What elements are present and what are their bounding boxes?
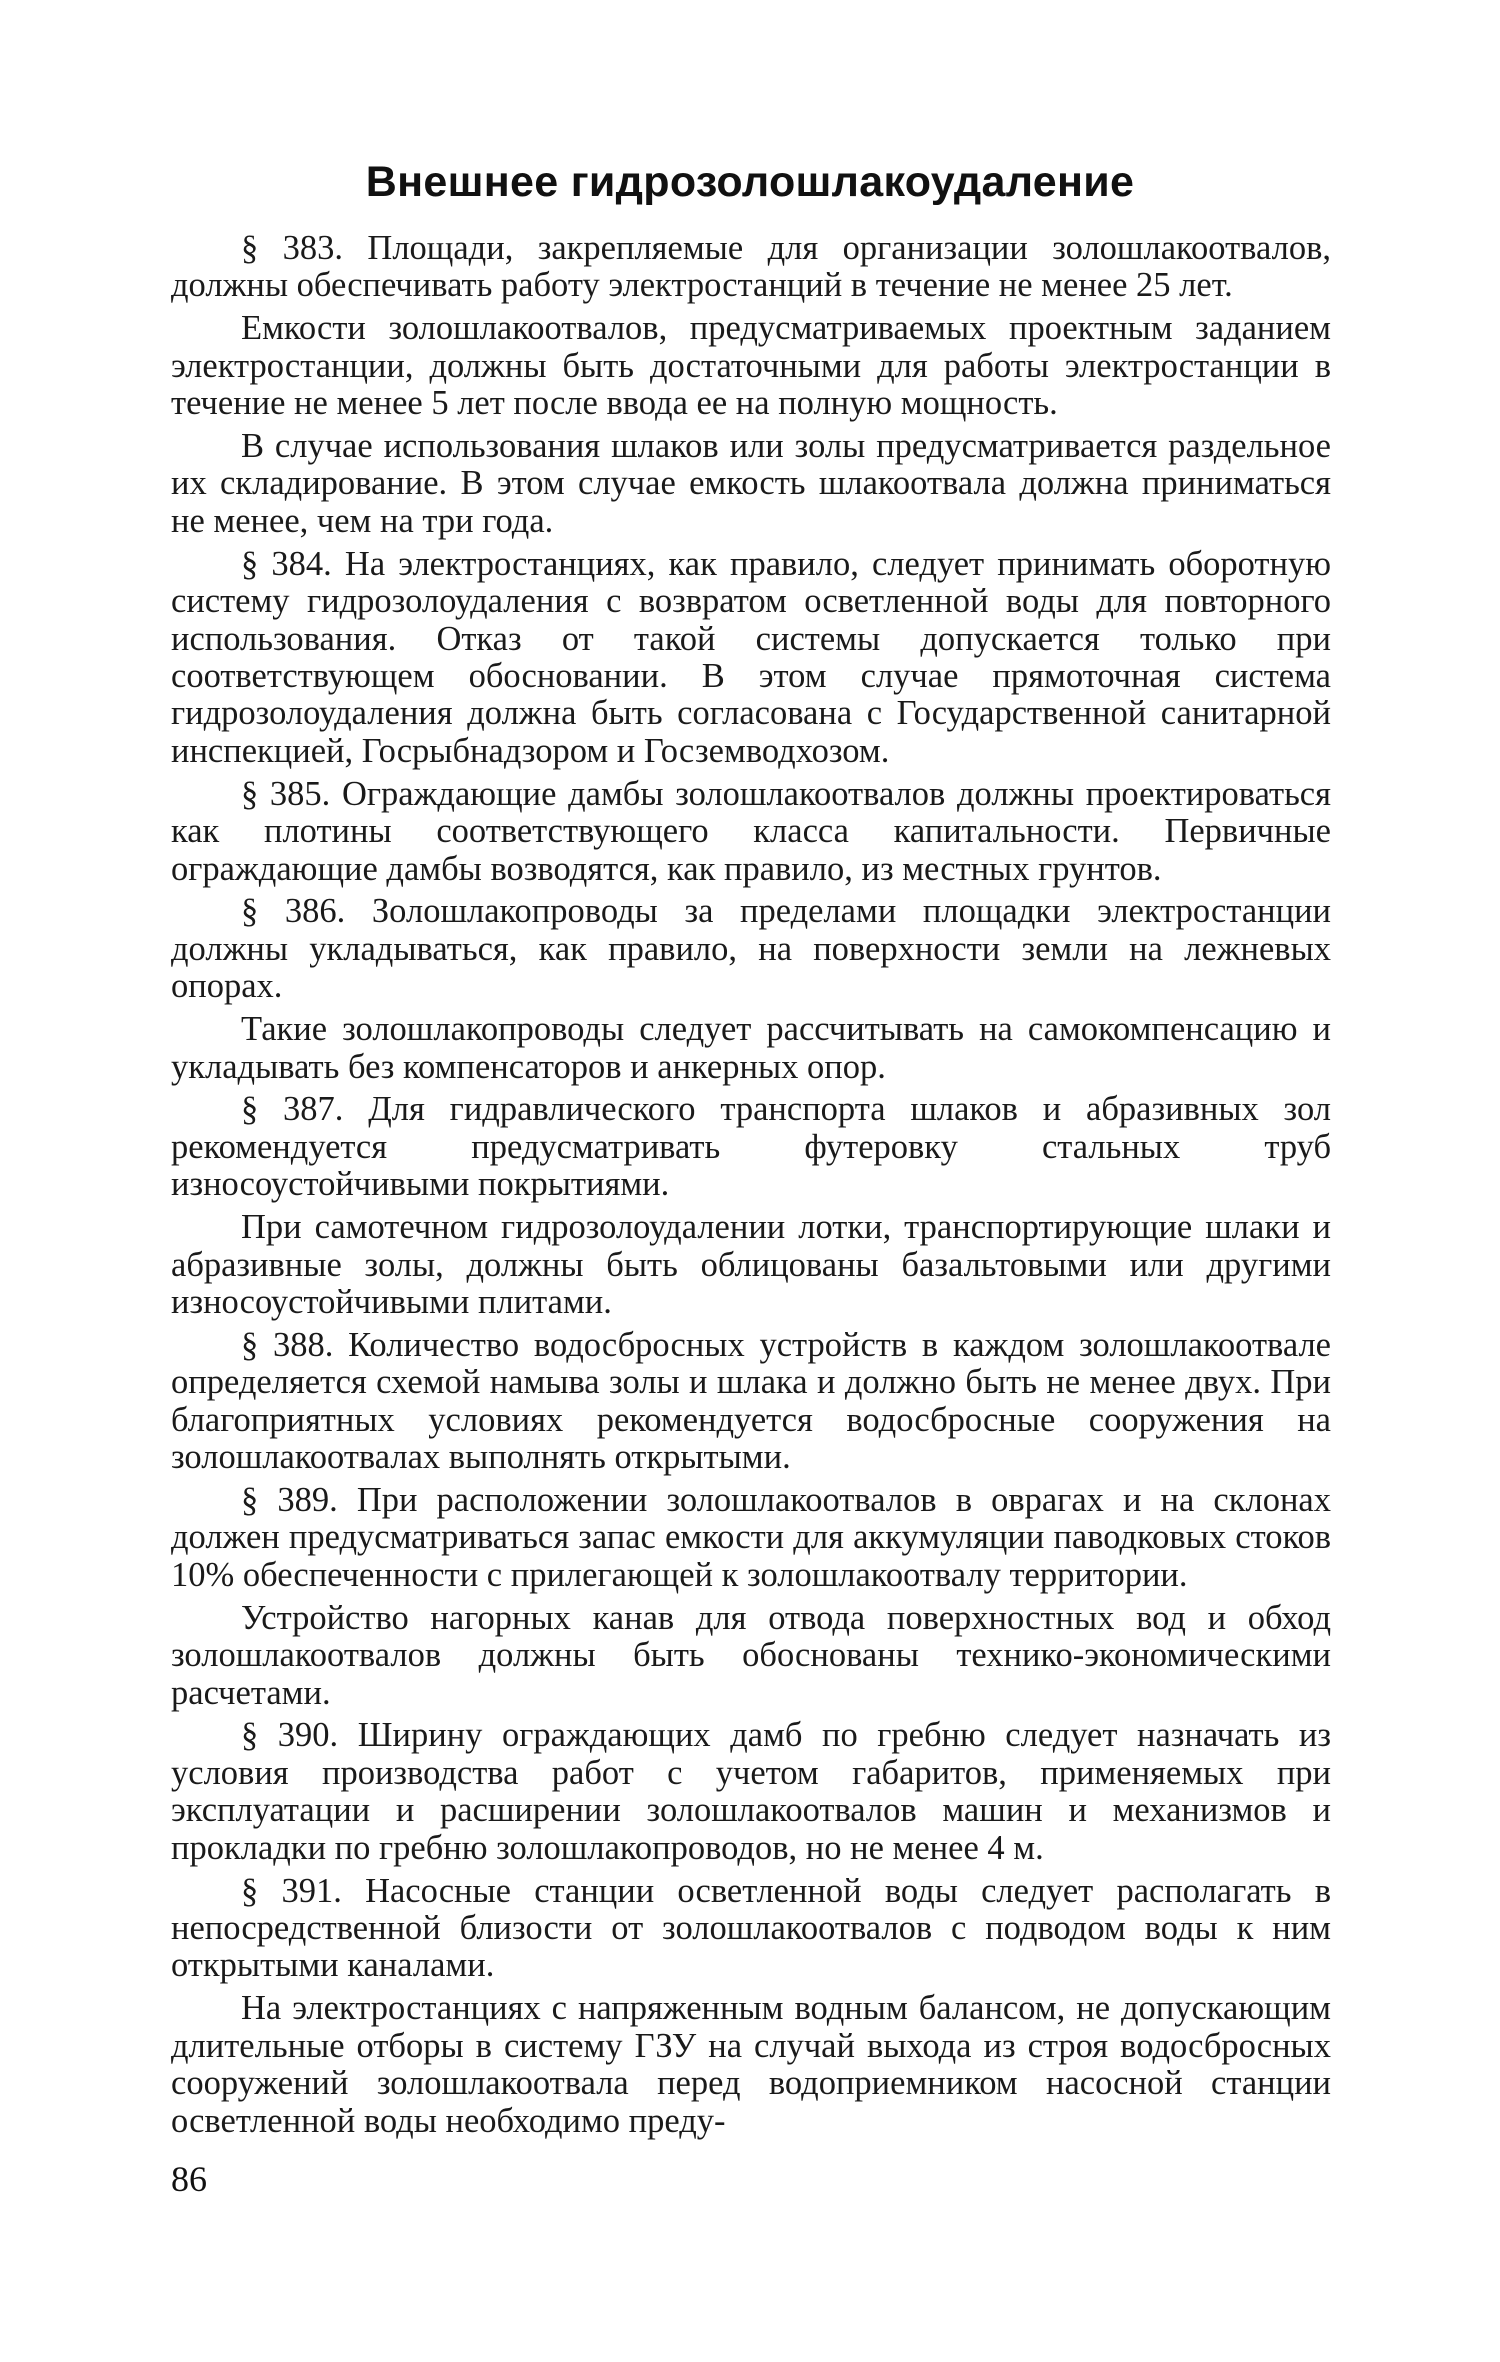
paragraph-391: § 391. Насосные станции осветленной воды следует располагать в непосредственной близости от золошлакоотвалов с подводом воды к ним открытыми каналами.: [171, 1871, 1331, 1985]
section-heading: Внешнее гидрозолошлакоудаление: [365, 158, 1135, 206]
body-text: [171, 230, 1331, 2145]
paragraph-383: § 383. Площади, закрепляемые для организации золошлакоотвалов, должны обеспечивать работу электростанций в течение не менее 25 лет.: [171, 229, 1331, 305]
paragraph-self-compensation: Такие золошлакопроводы следует рассчитывать на самокомпенсацию и укладывать без компенсаторов и анкерных опор.: [171, 1010, 1331, 1086]
paragraph-384: § 384. На электростанциях, как правило, следует принимать оборотную систему гидрозолоудаления с возвратом осветленной воды для повторного использования. Отказ от такой системы допускается только при соответствующем обосновании. В этом случае прямоточная система гидрозолоудаления должна быть согласована с Государственной санитарной инспекцией, Госрыбнадзором и Госземводхозом.: [171, 544, 1331, 770]
paragraph-capacity: Емкости золошлакоотвалов, предусматриваемых проектным заданием электростанции, должны быть достаточными для работы электростанции в течение не менее 5 лет после ввода ее на полную мощность.: [171, 309, 1331, 423]
page-number: 86: [171, 2159, 207, 2199]
paragraph-387: § 387. Для гидравлического транспорта шлаков и абразивных зол рекомендуется предусматривать футеровку стальных труб износоустойчивыми покрытиями.: [171, 1090, 1331, 1204]
paragraph-389: § 389. При расположении золошлакоотвалов в оврагах и на склонах должен предусматриваться запас емкости для аккумуляции паводковых стоков 10% обеспеченности с прилегающей к золошлакоотвалу территории.: [171, 1481, 1331, 1594]
paragraph-water-balance: На электростанциях с напряженным водным балансом, не допускающим длительные отборы в систему ГЗУ на случай выхода из строя водосбросных сооружений золошлакоотвала перед водоприемником насосной станции осветленной воды необходимо преду-: [171, 1989, 1331, 2140]
paragraph-385: § 385. Ограждающие дамбы золошлакоотвалов должны проектироваться как плотины соответствующего класса капитальности. Первичные ограждающие дамбы возводятся, как правило, из местных грунтов.: [171, 774, 1331, 888]
paragraph-390: § 390. Ширину ограждающих дамб по гребню следует назначать из условия производства работ с учетом габаритов, применяемых при эксплуатации и расширении золошлакоотвалов машин и механизмов и прокладки по гребню золошлакопроводов, но не менее 4 м.: [171, 1716, 1331, 1867]
paragraph-separate-storage: В случае использования шлаков или золы предусматривается раздельное их складирование. В этом случае емкость шлакоотвала должна приниматься не менее, чем на три года.: [171, 427, 1331, 540]
paragraph-386: § 386. Золошлакопроводы за пределами площадки электростанции должны укладываться, как правило, на поверхности земли на лежневых опорах.: [171, 892, 1331, 1006]
paragraph-gravity-removal: При самотечном гидрозолоудалении лотки, транспортирующие шлаки и абразивные золы, должны быть облицованы базальтовыми или другими износоустойчивыми плитами.: [171, 1208, 1331, 1321]
paragraph-upland-ditches: Устройство нагорных канав для отвода поверхностных вод и обход золошлакоотвалов должны быть обоснованы технико-экономическими расчетами.: [171, 1598, 1331, 1712]
paragraph-388: § 388. Количество водосбросных устройств в каждом золошлакоотвале определяется схемой намыва золы и шлака и должно быть не менее двух. При благоприятных условиях рекомендуется водосбросные сооружения на золошлакоотвалах выполнять открытыми.: [171, 1325, 1331, 1477]
